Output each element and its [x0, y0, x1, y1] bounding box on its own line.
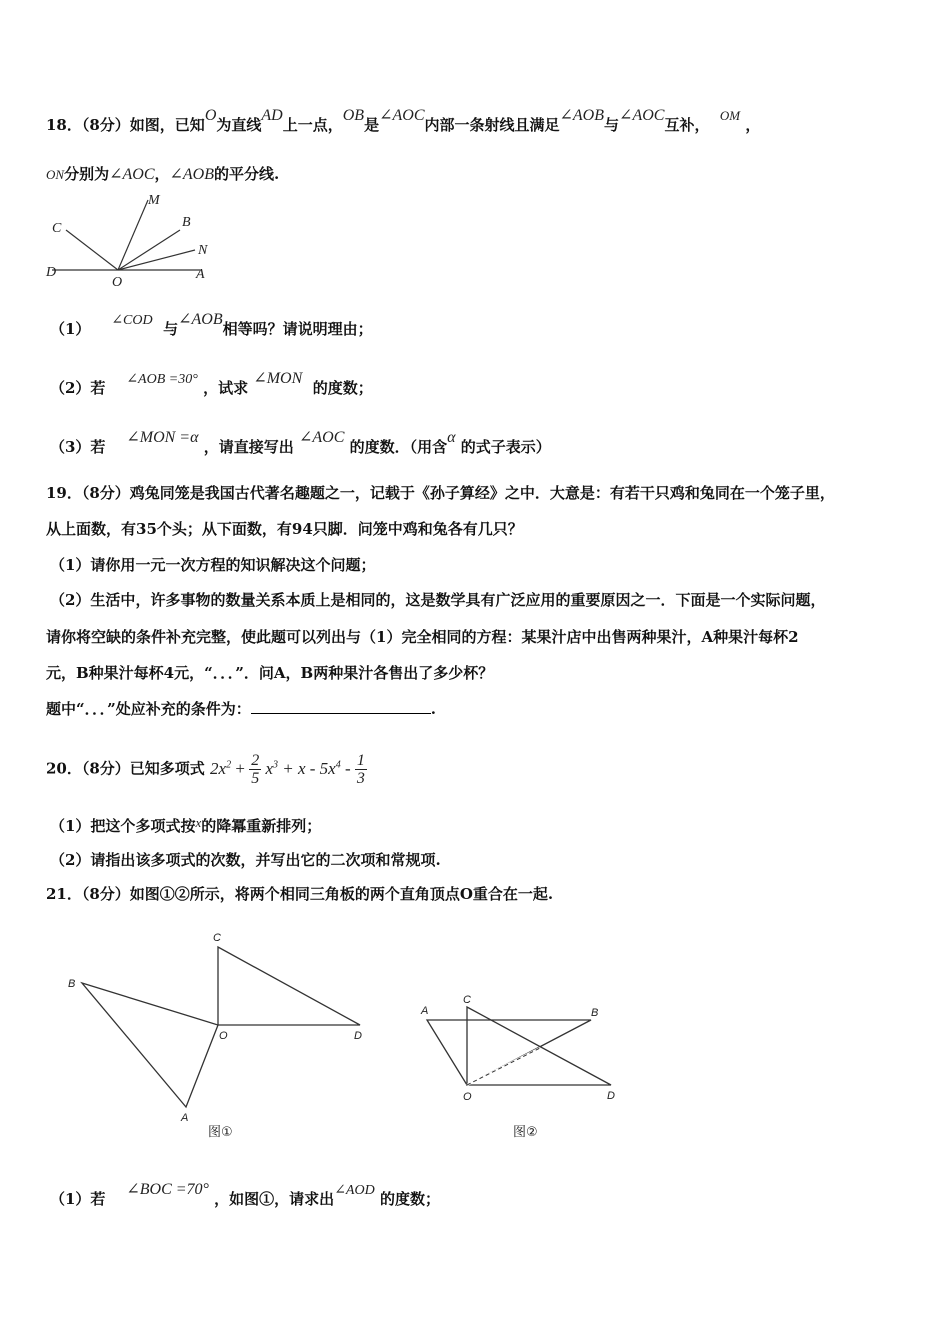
- operator: -: [344, 758, 351, 778]
- q19-part1: （1）请你用一元一次方程的知识解决这个问题；: [50, 556, 376, 574]
- exponent: 4: [335, 759, 341, 770]
- q21-line: 21．（8分）如图①②所示，将两个相同三角板的两个直角顶点O重合在一起.: [46, 885, 554, 903]
- q19-fill-end: .: [430, 700, 436, 718]
- label-a: A: [181, 1112, 189, 1124]
- math-angle-mon: ∠MON: [253, 370, 303, 387]
- part-text: 的度数．（用含: [349, 438, 448, 456]
- term-x-5x: + x - 5x: [282, 758, 336, 778]
- q18-line2: [46, 163, 279, 186]
- math-equation: ∠MON =α: [126, 429, 199, 446]
- q18-text: 是: [364, 116, 380, 134]
- part-text: 的降冪重新排列；: [201, 817, 322, 835]
- q18-text: 内部一条射线且满足: [424, 116, 560, 134]
- q18-text: 为直线: [216, 116, 262, 134]
- ray-on: [118, 250, 195, 270]
- q21-figure1: [60, 925, 380, 1145]
- part-text: （1）把这个多项式按: [50, 817, 196, 835]
- q18-text: ，: [154, 165, 170, 183]
- math-angle-aoc: ∠AOC: [379, 107, 425, 124]
- math-angle-aoc: ∠AOC: [109, 166, 155, 183]
- fig1-caption: 图①: [208, 1124, 233, 1139]
- label-n: N: [198, 243, 208, 258]
- q20-number: 20．（8分）已知多项式: [46, 759, 205, 778]
- math-OB: OB: [342, 107, 365, 124]
- math-angle-aob: ∠AOB: [178, 311, 223, 328]
- term-2x: 2x: [210, 758, 227, 778]
- q21-figure2: [415, 990, 635, 1150]
- triangle-boa: [82, 983, 218, 1107]
- ray-oc: [66, 230, 118, 270]
- math-equation: ∠AOB =30°: [126, 372, 198, 387]
- math-angle-cod: ∠COD: [111, 313, 153, 328]
- q18-number: 18．（8分）如图，已知: [46, 116, 205, 134]
- q18-text: 互补，: [664, 116, 710, 134]
- math-angle-aob: ∠AOB: [559, 107, 605, 124]
- q19-line2: 从上面数，有35个头；从下面数，有94只脚．问笼中鸡和兔各有几只？: [46, 520, 523, 538]
- q19-fill-line: [46, 698, 436, 720]
- q19-line1: 19．（8分）鸡兔同笼是我国古代著名趣题之一，记载于《孙子算经》之中．大意是：有若干只鸡和兔同在一个笼子里，: [46, 484, 835, 502]
- fraction-1-3: [355, 752, 367, 787]
- q19-part2-line1: （2）生活中，许多事物的数量关系本质上是相同的，这是数学具有广泛应用的重要原因之一．下面是一个实际问题，: [50, 591, 826, 609]
- q19-part2-line3: 元，B种果汁每杯4元，“．．．”．问A，B两种果汁各售出了多少杯？: [46, 664, 494, 682]
- q18-text: 与: [604, 116, 620, 134]
- part-text: 相等吗？请说明理由；: [222, 320, 373, 338]
- math-ON: ON: [46, 167, 65, 182]
- q18-part2: [50, 370, 373, 401]
- q20-part2: （2）请指出该多项式的次数，并写出它的二次项和常规项.: [50, 851, 441, 869]
- q20-line: [46, 745, 367, 789]
- exponent: 3: [272, 759, 278, 770]
- q21-part1: [50, 1181, 440, 1212]
- part-number: （1）: [50, 320, 91, 338]
- label-a: A: [421, 1005, 429, 1017]
- frac-den: 3: [356, 770, 365, 788]
- frac-den: 5: [251, 770, 260, 788]
- part-number: （3）若: [50, 438, 106, 456]
- polynomial: [210, 752, 367, 788]
- label-o: O: [112, 275, 123, 290]
- answer-blank[interactable]: [251, 699, 431, 714]
- q18-text: 上一点，: [282, 116, 343, 134]
- math-equation: ∠BOC =70°: [126, 1181, 209, 1198]
- math-x: x: [195, 815, 202, 830]
- label-o: O: [219, 1030, 228, 1042]
- math-OM: OM: [719, 108, 741, 123]
- ray-ob: [118, 230, 180, 270]
- math-angle-aod: ∠AOD: [334, 1183, 375, 1198]
- part-text: ，请直接写出: [203, 438, 294, 456]
- frac-num: 1: [356, 752, 365, 770]
- q18-line1: [46, 107, 761, 137]
- label-c: C: [463, 994, 471, 1006]
- label-b: B: [591, 1007, 599, 1019]
- fig2-caption: 图②: [513, 1124, 538, 1139]
- part-text: 的度数；: [379, 1190, 440, 1208]
- label-c: C: [52, 221, 62, 236]
- math-angle-aob: ∠AOB: [169, 166, 215, 183]
- q20-part1: [50, 815, 321, 838]
- math-angle-aoc: ∠AOC: [619, 107, 665, 124]
- frac-num: 2: [251, 752, 260, 770]
- hidden-mask: [467, 1048, 540, 1085]
- q19-part2-line2: 请你将空缺的条件补充完整，使此题可以列出与（1）完全相同的方程：某果汁店中出售两种果汁，A种果汁每杯2: [46, 628, 799, 646]
- label-c: C: [213, 932, 221, 944]
- math-AD: AD: [261, 107, 283, 124]
- part-text: 的度数；: [312, 379, 373, 397]
- label-a: A: [196, 267, 205, 282]
- label-b: B: [182, 215, 191, 230]
- fraction-2-5: [249, 752, 261, 787]
- exponent: 2: [226, 759, 232, 770]
- part-text: ，试求: [203, 379, 249, 397]
- triangle-cod: [218, 947, 360, 1025]
- q18-part1: [50, 311, 373, 342]
- math-angle-aoc: ∠AOC: [298, 429, 345, 446]
- part-text: 的式子表示）: [460, 438, 551, 456]
- ray-om: [118, 200, 148, 270]
- label-m: M: [148, 193, 160, 208]
- part-number: （1）若: [50, 1190, 106, 1208]
- label-b: B: [68, 978, 76, 990]
- operator: +: [235, 758, 245, 778]
- q18-text: ，: [745, 116, 761, 134]
- label-d: D: [354, 1030, 362, 1042]
- q19-fill-prompt: 题中“．．．”处应补充的条件为：: [46, 700, 251, 718]
- part-number: （2）若: [50, 379, 106, 397]
- label-o: O: [463, 1091, 472, 1103]
- part-text: ，如图①，请求出: [214, 1190, 335, 1208]
- label-d: D: [46, 265, 57, 280]
- term-x3: x: [265, 758, 273, 778]
- part-text: 与: [163, 320, 179, 338]
- q18-figure: [40, 190, 220, 290]
- label-d: D: [607, 1090, 615, 1102]
- q18-text: 的平分线.: [214, 165, 280, 183]
- math-O: O: [204, 107, 217, 124]
- math-alpha: α: [447, 429, 456, 446]
- q18-part3: [50, 429, 551, 459]
- q18-text: 分别为: [64, 165, 110, 183]
